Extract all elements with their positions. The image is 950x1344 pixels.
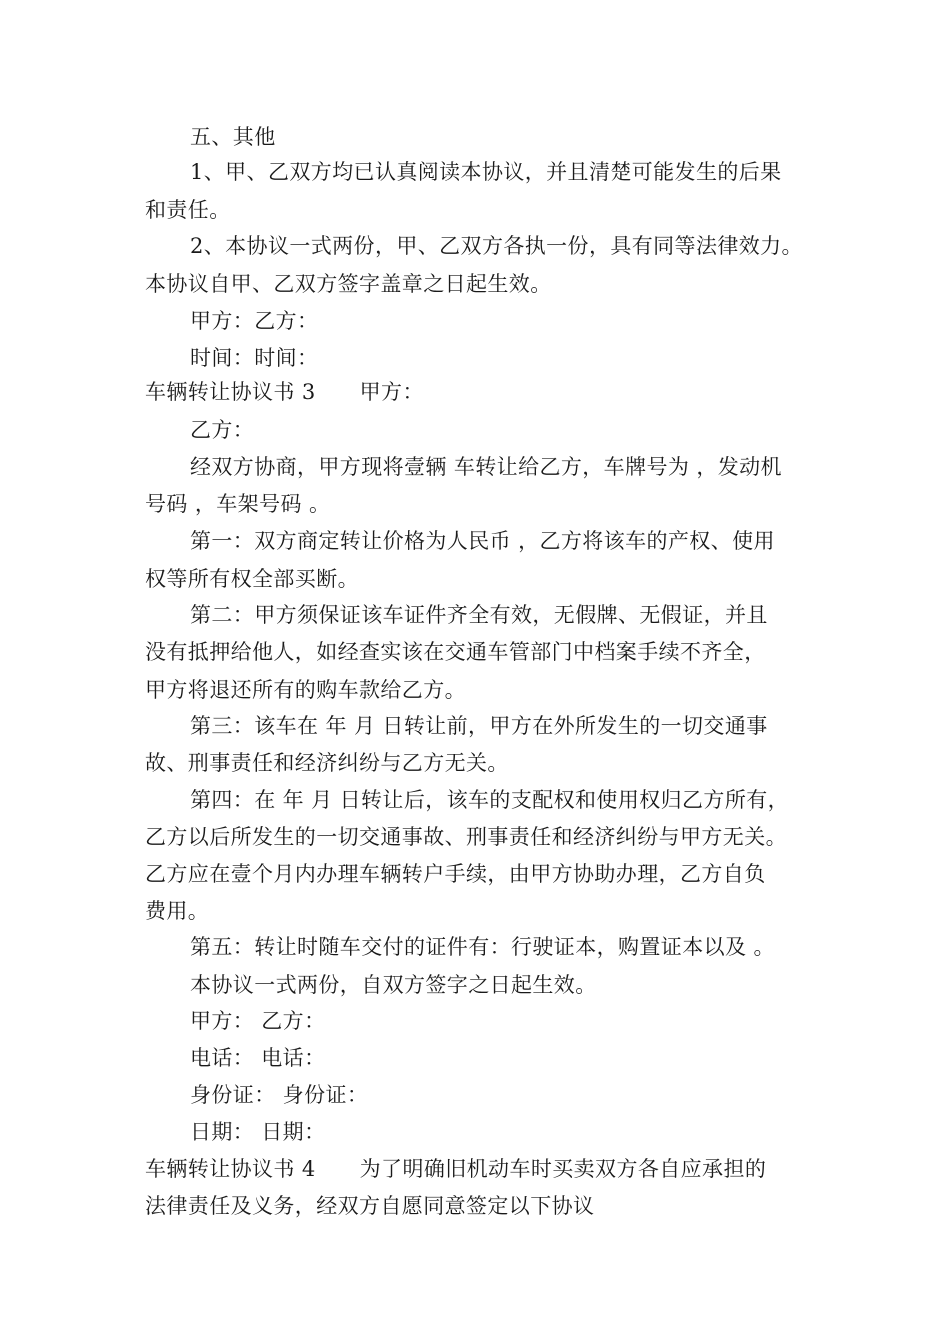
agreement-title-line <box>145 1154 766 1184</box>
agreement-title: 车辆转让协议书 3 <box>145 380 316 404</box>
paragraph-line: 费用。 <box>145 899 210 923</box>
signature-line: 甲方：乙方： <box>190 309 319 333</box>
paragraph-line: 和责任。 <box>145 198 231 222</box>
clause-line: 第二：甲方须保证该车证件齐全有效，无假牌、无假证，并且 <box>190 603 768 627</box>
agreement-title-line <box>145 377 424 407</box>
paragraph-line: 本协议自甲、乙双方签字盖章之日起生效。 <box>145 272 552 296</box>
signature-line: 身份证： 身份证： <box>190 1083 369 1107</box>
paragraph-line: 本协议一式两份，自双方签字之日起生效。 <box>190 973 597 997</box>
party-a-label: 甲方： <box>359 380 424 404</box>
clause-line: 第五：转让时随车交付的证件有：行驶证本，购置证本以及 。 <box>190 935 775 959</box>
paragraph-line: 甲方将退还所有的购车款给乙方。 <box>145 678 466 702</box>
paragraph-line: 权等所有权全部买断。 <box>145 567 359 591</box>
paragraph-line: 法律责任及义务，经双方自愿同意签定以下协议 <box>145 1194 595 1218</box>
signature-line: 时间：时间： <box>190 346 319 370</box>
paragraph-line: 2、本协议一式两份，甲、乙双方各执一份，具有同等法律效力。 <box>190 234 803 258</box>
agreement-title: 车辆转让协议书 4 <box>145 1157 316 1181</box>
clause-line: 第四：在 年 月 日转让后，该车的支配权和使用权归乙方所有， <box>190 788 790 812</box>
paragraph-line: 乙方以后所发生的一切交通事故、刑事责任和经济纠纷与甲方无关。 <box>145 825 787 849</box>
paragraph-line: 号码 ，车架号码 。 <box>145 492 331 516</box>
paragraph-line: 经双方协商，甲方现将壹辆 车转让给乙方，车牌号为 ，发动机 <box>190 455 782 479</box>
clause-line: 第三：该车在 年 月 日转让前，甲方在外所发生的一切交通事 <box>190 714 768 738</box>
paragraph-text: 为了明确旧机动车时买卖双方各自应承担的 <box>359 1157 767 1181</box>
signature-line: 甲方： 乙方： <box>190 1009 326 1033</box>
signature-line: 日期： 日期： <box>190 1120 326 1144</box>
clause-line: 第一：双方商定转让价格为人民币 ，乙方将该车的产权、使用 <box>190 529 775 553</box>
section-heading-other: 五、其他 <box>190 125 276 149</box>
signature-line: 电话： 电话： <box>190 1046 326 1070</box>
paragraph-line: 故、刑事责任和经济纠纷与乙方无关。 <box>145 751 509 775</box>
paragraph-line: 没有抵押给他人，如经查实该在交通车管部门中档案手续不齐全， <box>145 640 766 664</box>
paragraph-line: 1、甲、乙双方均已认真阅读本协议，并且清楚可能发生的后果 <box>190 160 782 184</box>
party-b-label: 乙方： <box>190 418 255 442</box>
paragraph-line: 乙方应在壹个月内办理车辆转户手续，由甲方协助办理，乙方自负 <box>145 862 766 886</box>
